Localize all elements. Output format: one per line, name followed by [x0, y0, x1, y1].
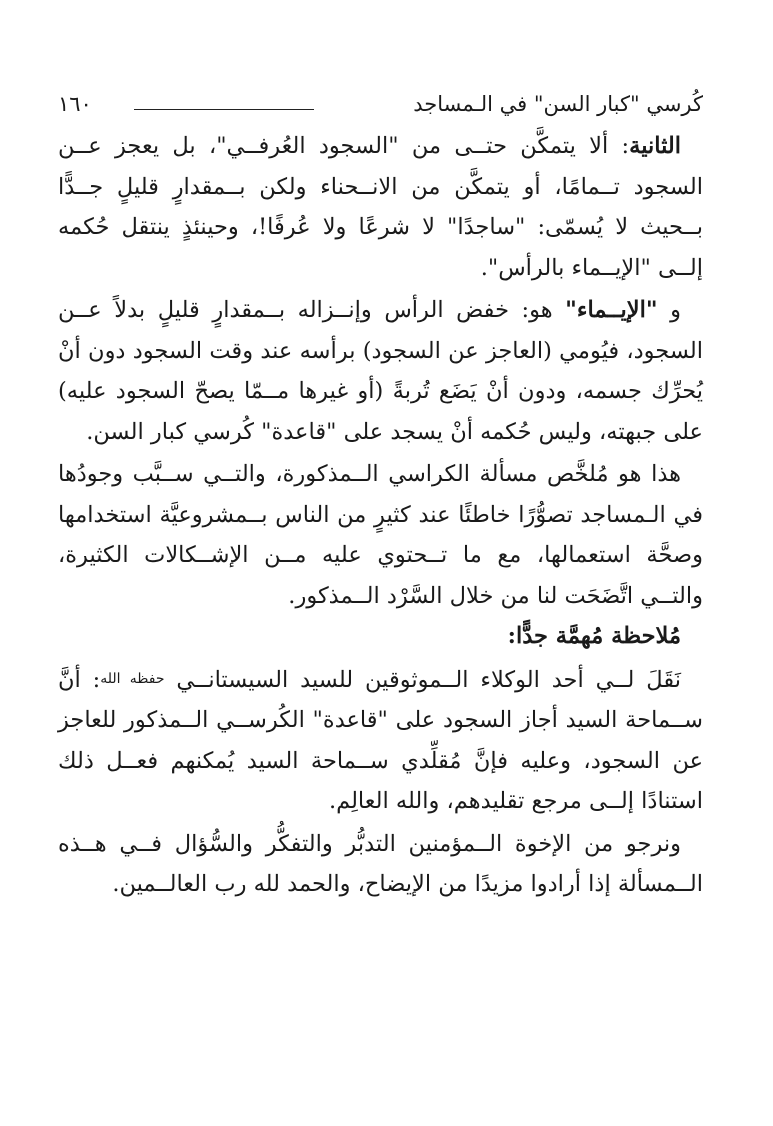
- page-number: ١٦٠: [58, 92, 92, 116]
- note-text-b: : أنَّ ســماحة السيد أجاز السجود على "قاعدة" الكُرســي الــمذكور للعاجز عن السجود، وعليه فإنَّ مُقلِّدي ســماحة السيد يُمكنهم فعــل ذلك استنادًا إلــى مرجع تقليدهم، والله العالِم.: [58, 666, 703, 814]
- note-heading: مُلاحظة مُهمَّة جدًّا:: [507, 623, 681, 649]
- running-title: كُرسي "كبار السن" في الـمساجد: [413, 92, 703, 116]
- imaa-text: هو: خفض الرأس وإنــزاله بــمقدارٍ قليلٍ بدلاً عــن السجود، فيُومي (العاجز عن السجود) برأسه عند وقت السجود دون أنْ يُحرِّك جسمه، ودون أنْ يَضَع تُربةً (أو غيرها مــمّا يصحّ السجود عليه) على جبهته، وليس حُكمه أنْ يسجد على "قاعدة" كُرسي كبار السن.: [58, 297, 703, 445]
- body-text: [58, 126, 703, 905]
- header-rule: [134, 109, 314, 110]
- honorific-glyph: حفظه الله: [100, 670, 165, 687]
- imaa-prefix: و: [657, 297, 681, 323]
- document-page: [58, 84, 703, 1074]
- paragraph-imaa-definition: [58, 290, 703, 452]
- paragraph-summary: [58, 454, 703, 616]
- paragraph-closing: [58, 824, 703, 905]
- imaa-label: "الإيــماء": [565, 297, 658, 323]
- second-case-text: : ألا يتمكَّن حتــى من "السجود العُرفــي"، بل يعجز عــن السجود تــمامًا، أو يتمكَّن من الانــحناء ولكن بــمقدارٍ قليلٍ جــدًّا بــحيث لا يُسمّى: "ساجدًا" لا شرعًا ولا عُرفًا!، وحينئذٍ ينتقل حُكمه إلــى "الإيــماء بالرأس".: [58, 133, 703, 281]
- summary-text: هذا هو مُلخَّص مسألة الكراسي الــمذكورة، والتــي ســبَّب وجودُها في الـمساجد تصوُّرًا خاطئًا عند كثيرٍ من الناس بــمشروعيَّة استخدامها وصحَّة استعمالها، مع ما تــحتوي عليه مــن الإشــكالات الكثيرة، والتــي اتَّضَحَت لنا من خلال السَّرْد الــمذكور.: [58, 461, 703, 609]
- page-header: [58, 84, 703, 124]
- closing-text: ونرجو من الإخوة الــمؤمنين التدبُّر والتفكُّر والسُّؤال فــي هــذه الــمسألة إذا أرادوا مزيدًا من الإيضاح، والحمد لله رب العالــمين.: [58, 830, 703, 897]
- paragraph-second-case: [58, 126, 703, 288]
- paragraph-note: [58, 659, 703, 822]
- note-text-a: نَقَلَ لــي أحد الوكلاء الــموثوقين للسيد السيستانــي: [164, 666, 681, 693]
- second-case-label: الثانية: [629, 133, 681, 159]
